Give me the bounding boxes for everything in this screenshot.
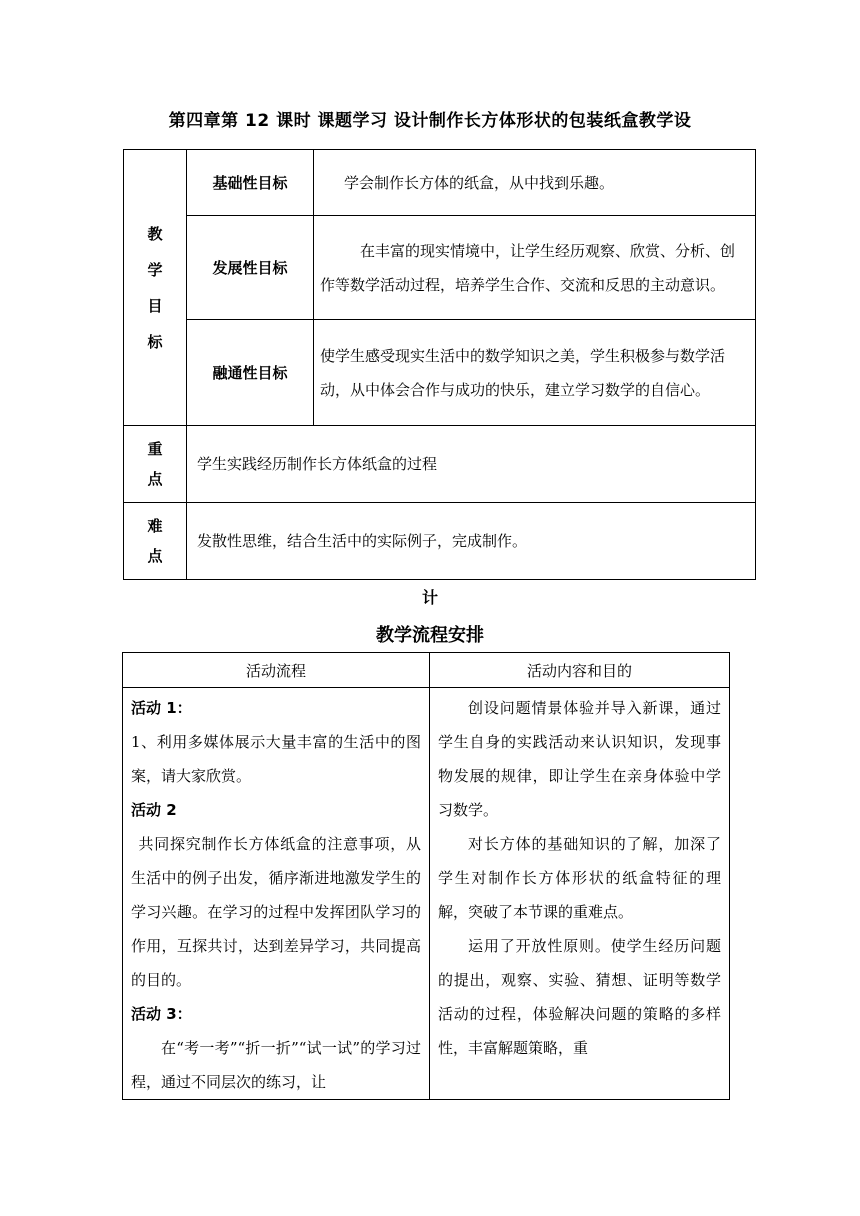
activity-paragraph: 1、利用多媒体展示大量丰富的生活中的图案，请大家欣赏。 — [131, 733, 421, 785]
group-label-char: 教 — [147, 224, 163, 243]
activity-heading: 活动 3： — [131, 1005, 192, 1023]
integration-objective-label: 融通性目标 — [187, 320, 314, 426]
purpose-paragraph: 运用了开放性原则。使学生经历问题的提出，观察、实验、猜想、证明等数学活动的过程，体验解决问题的策略的多样性，丰富解题策略，重 — [438, 937, 721, 1057]
development-objective-text: 在丰富的现实情境中，让学生经历观察、欣赏、分析、创作等数学活动过程，培养学生合作、交流和反思的主动意识。 — [314, 216, 756, 320]
difficulty-label — [124, 503, 187, 580]
objectives-table — [123, 149, 756, 580]
development-objective-label: 发展性目标 — [187, 216, 314, 320]
flow-header-content: 活动内容和目的 — [430, 653, 730, 688]
flow-header-activity: 活动流程 — [123, 653, 430, 688]
basic-objective-label: 基础性目标 — [187, 150, 314, 216]
key-point-label-char: 点 — [147, 470, 163, 488]
group-label-char: 目 — [147, 296, 163, 315]
group-label-char: 学 — [147, 260, 163, 279]
flow-heading: 教学流程安排 — [376, 625, 484, 646]
objectives-group-label — [124, 150, 187, 426]
integration-objective-text: 使学生感受现实生活中的数学知识之美，学生积极参与数学活动，从中体会合作与成功的快乐，建立学习数学的自信心。 — [314, 320, 756, 426]
basic-objective-text: 学会制作长方体的纸盒，从中找到乐趣。 — [314, 150, 756, 216]
difficulty-text: 发散性思维，结合生活中的实际例子，完成制作。 — [187, 503, 756, 580]
activity-heading: 活动 2 — [131, 801, 177, 819]
activity-paragraph: 在“考一考”“折一折”“试一试”的学习过程，通过不同层次的练习，让 — [131, 1039, 421, 1091]
content-purpose-cell — [430, 688, 730, 1100]
difficulty-label-char: 难 — [147, 517, 163, 535]
group-label-char: 标 — [147, 332, 163, 351]
key-point-label-char: 重 — [147, 440, 163, 458]
activity-heading: 活动 1： — [131, 699, 192, 717]
difficulty-label-char: 点 — [147, 547, 163, 565]
activity-flow-cell — [123, 688, 430, 1100]
purpose-paragraph: 创设问题情景体验并导入新课，通过学生自身的实践活动来认识知识，发现事物发展的规律，即让学生在亲身体验中学习数学。 — [438, 699, 721, 819]
key-point-text: 学生实践经历制作长方体纸盒的过程 — [187, 426, 756, 503]
document-title: 第四章第 12 课时 课题学习 设计制作长方体形状的包装纸盒教学设 — [168, 111, 692, 131]
key-point-label — [124, 426, 187, 503]
teaching-flow-table — [122, 652, 730, 1100]
title-continuation: 计 — [421, 588, 438, 607]
purpose-paragraph: 对长方体的基础知识的了解，加深了学生对制作长方体形状的纸盒特征的理解，突破了本节课的重难点。 — [438, 835, 721, 921]
activity-paragraph: 共同探究制作长方体纸盒的注意事项，从生活中的例子出发，循序渐进地激发学生的学习兴趣。在学习的过程中发挥团队学习的作用，互探共讨，达到差异学习，共同提高的目的。 — [131, 835, 421, 989]
